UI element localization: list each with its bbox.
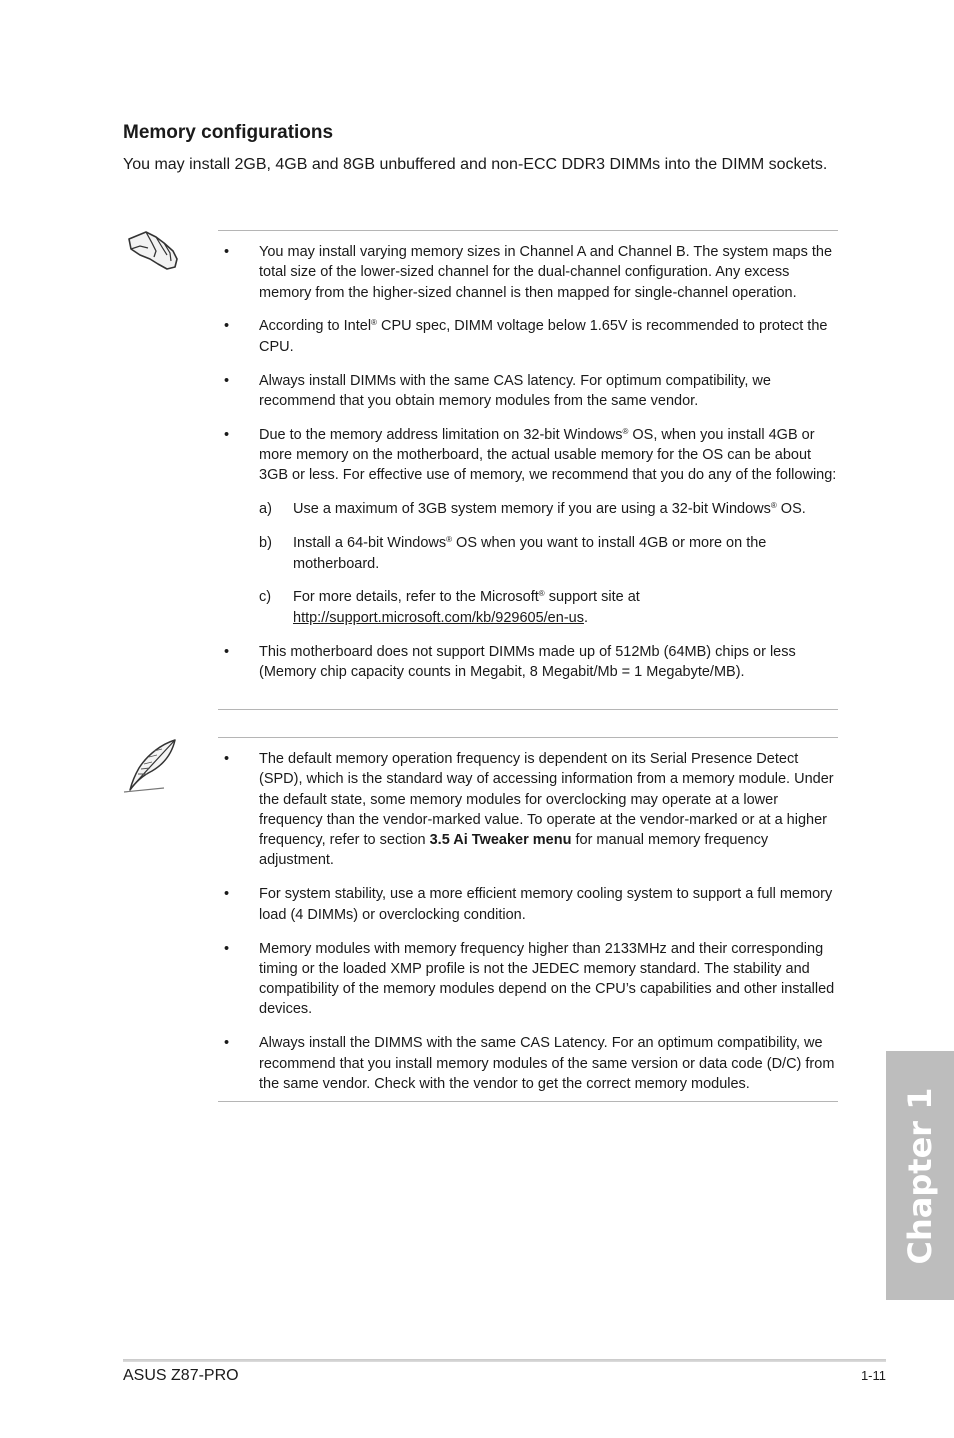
- microsoft-support-link[interactable]: http://support.microsoft.com/kb/929605/en-us: [293, 609, 584, 626]
- sub-item: c) For more details, refer to the Microsoft® support site at http://support.microsoft.com/kb/929605/en-us.: [259, 589, 640, 626]
- sub-item: b) Install a 64-bit Windows® OS when you want to install 4GB or more on the motherboard.: [259, 535, 767, 572]
- registered-mark: ®: [446, 535, 453, 545]
- sub-list: [259, 499, 840, 628]
- quill-pen-icon: [122, 738, 180, 801]
- pointing-hand-icon: [126, 229, 180, 278]
- caution-item: • This motherboard does not support DIMMs made up of 512Mb (64MB) chips or less (Memory chip capacity counts in Megabit, 8 Megabit/Mb = 1 Megabyte/MB).: [224, 643, 796, 680]
- registered-mark: ®: [371, 318, 377, 328]
- note-item: • The default memory operation frequency is dependent on its Serial Presence Detect (SPD), which is the standard way of accessing information from a memory module. Under the default state, some memory modules for overclocking may operate at a lower frequency than the vendor-marked value. To operate at the vendor-marked or at a higher frequency, refer to section 3.5 Ai Tweaker menu for manual memory frequency adjustment.: [224, 751, 834, 869]
- caution-item: • According to Intel® CPU spec, DIMM voltage below 1.65V is recommended to protect the CPU.: [224, 318, 828, 355]
- note-item: • For system stability, use a more efficient memory cooling system to support a full memory load (4 DIMMs) or overclocking condition.: [224, 886, 833, 923]
- caution-item: • Due to the memory address limitation on 32-bit Windows® OS, when you install 4GB or more memory on the motherboard, the actual usable memory for the OS can be about 3GB or less. For effective use of memory, we recommend that you do any of the following: a) Use a maximum of 3GB system memory if you are using a 32-bit Windows® OS. b) Install a 64-bit Windows® OS when you want to install 4GB or more on the motherboard. c) For more details, refer to the Microsoft® support site at http://support.microsoft.com/kb/929605/en-us.: [218, 425, 840, 628]
- caution-list: [218, 242, 840, 696]
- section-reference: 3.5 Ai Tweaker menu: [429, 832, 572, 849]
- caution-top-rule: [218, 230, 838, 231]
- note-bottom-rule: [218, 1101, 838, 1102]
- note-top-rule: [218, 737, 838, 738]
- section-heading: Memory configurations: [123, 122, 334, 143]
- registered-mark: ®: [622, 426, 629, 436]
- footer-page-number: 1-11: [860, 1368, 886, 1383]
- note-item: • Always install the DIMMS with the same CAS Latency. For an optimum compatibility, we recommend that you install memory modules of the same version or data code (D/C) from the same vendor. Check with the vendor to get the correct memory modules.: [224, 1035, 835, 1092]
- caution-bottom-rule: [218, 709, 838, 710]
- caution-item: • You may install varying memory sizes in Channel A and Channel B. The system maps the total size of the lower-sized channel for the dual-channel configuration. Any excess memory from the higher-sized channel is then mapped for single-channel operation.: [224, 244, 833, 301]
- intro-paragraph: You may install 2GB, 4GB and 8GB unbuffered and non-ECC DDR3 DIMMs into the DIMM sockets.: [123, 156, 828, 173]
- registered-mark: ®: [770, 501, 777, 511]
- sub-item: a) Use a maximum of 3GB system memory if you are using a 32-bit Windows® OS.: [259, 501, 806, 518]
- note-list: [218, 749, 840, 1108]
- chapter-tab-label: Chapter 1: [901, 1087, 939, 1264]
- chapter-tab: [886, 1051, 954, 1300]
- registered-mark: ®: [538, 589, 545, 599]
- note-item: • Memory modules with memory frequency higher than 2133MHz and their corresponding timing or the loaded XMP profile is not the JEDEC memory standard. The stability and compatibility of the memory modules depend on the CPU’s capabilities and other installed devices.: [224, 940, 835, 1018]
- caution-item: • Always install DIMMs with the same CAS latency. For optimum compatibility, we recommend that you obtain memory modules from the same vendor.: [224, 372, 771, 409]
- footer-divider: [123, 1359, 886, 1362]
- footer-product: ASUS Z87-PRO: [123, 1367, 239, 1384]
